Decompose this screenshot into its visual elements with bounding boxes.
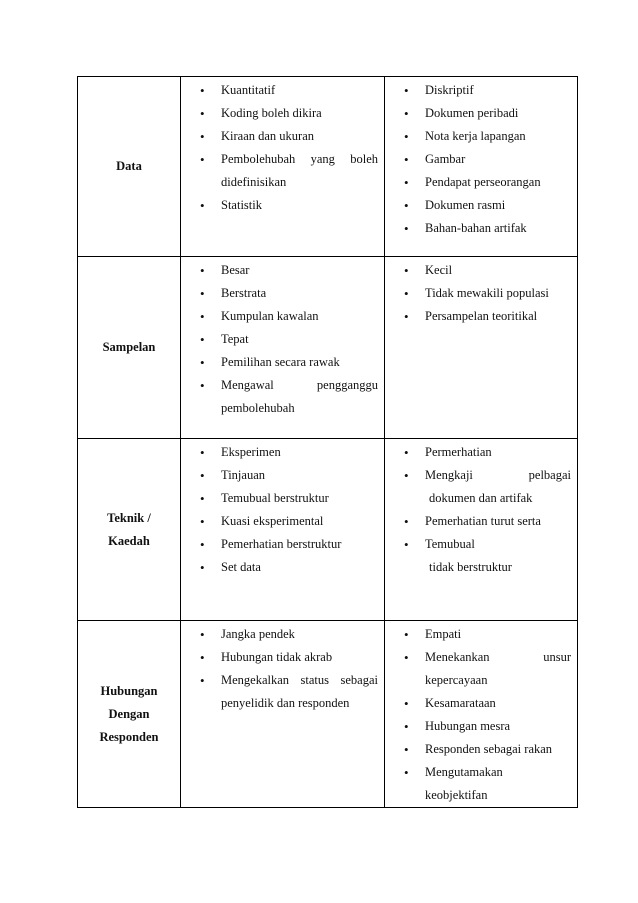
- bullet-dot-icon: •: [404, 106, 409, 121]
- list-item: [385, 282, 577, 305]
- comparison-table: [77, 76, 578, 808]
- list-item-text: Persampelan teoritikal: [425, 309, 538, 323]
- list-item-continuation: [385, 784, 577, 807]
- list-item-text: Kiraan dan ukuran: [221, 129, 315, 143]
- bullet-dot-icon: •: [200, 627, 205, 642]
- row-label: Hubungan: [100, 683, 158, 698]
- table-row: [78, 77, 578, 257]
- right-bullet-list: [385, 439, 577, 579]
- table-row: [78, 257, 578, 439]
- list-item: [385, 761, 577, 784]
- bullet-dot-icon: •: [200, 129, 205, 144]
- list-item-text: Eksperimen: [221, 445, 281, 459]
- bullet-dot-icon: •: [404, 175, 409, 190]
- bullet-dot-icon: •: [404, 445, 409, 460]
- list-item-text: Dokumen rasmi: [425, 198, 506, 212]
- list-item-text: Mengawal pengganggu: [221, 378, 378, 392]
- left-bullet-list: [181, 621, 384, 715]
- list-item-text: Kuasi eksperimental: [221, 514, 324, 528]
- left-bullet-list: [181, 439, 384, 579]
- list-item-text: Besar: [221, 263, 250, 277]
- list-item: [181, 464, 384, 487]
- bullet-dot-icon: •: [404, 650, 409, 665]
- list-item: [385, 79, 577, 102]
- right-list-cell: [385, 621, 578, 808]
- right-list-cell: [385, 77, 578, 257]
- list-item-text: Nota kerja lapangan: [425, 129, 526, 143]
- list-item: [181, 305, 384, 328]
- list-item-text: Tidak mewakili populasi: [425, 286, 549, 300]
- list-item-text: Mengutamakan: [425, 765, 503, 779]
- list-item: [385, 533, 577, 556]
- bullet-dot-icon: •: [200, 332, 205, 347]
- row-label: Data: [116, 159, 142, 173]
- bullet-dot-icon: •: [404, 514, 409, 529]
- list-item-text: Empati: [425, 627, 462, 641]
- list-item: [385, 646, 577, 669]
- list-item: [385, 148, 577, 171]
- bullet-dot-icon: •: [404, 129, 409, 144]
- list-item-text: Hubungan tidak akrab: [221, 650, 333, 664]
- list-item: [385, 102, 577, 125]
- row-label: Responden: [99, 729, 159, 744]
- list-item-text: Gambar: [425, 152, 466, 166]
- list-item: [385, 125, 577, 148]
- list-item-text: Pemilihan secara rawak: [221, 355, 340, 369]
- list-item-text: pembolehubah: [221, 401, 295, 415]
- list-item: [385, 194, 577, 217]
- bullet-dot-icon: •: [200, 355, 205, 370]
- list-item-continuation: [385, 556, 577, 579]
- list-item: [385, 510, 577, 533]
- list-item-continuation: [181, 171, 384, 194]
- table-row: [78, 439, 578, 621]
- list-item: [181, 374, 384, 397]
- bullet-dot-icon: •: [200, 286, 205, 301]
- list-item-text: Berstrata: [221, 286, 267, 300]
- list-item: [181, 351, 384, 374]
- list-item-text: Dokumen peribadi: [425, 106, 519, 120]
- list-item-text: Mengekalkan status sebagai: [221, 673, 378, 687]
- list-item: [181, 487, 384, 510]
- list-item-text: Set data: [221, 560, 261, 574]
- bullet-dot-icon: •: [200, 468, 205, 483]
- list-item: [181, 646, 384, 669]
- row-label: Dengan: [108, 706, 150, 721]
- row-label: Kaedah: [108, 533, 150, 548]
- left-list-cell: [181, 77, 385, 257]
- bullet-dot-icon: •: [404, 309, 409, 324]
- list-item: [385, 217, 577, 240]
- list-item-text: Tepat: [221, 332, 249, 346]
- list-item: [181, 441, 384, 464]
- row-label-cell: [78, 77, 181, 257]
- list-item: [181, 102, 384, 125]
- list-item-text: Koding boleh dikira: [221, 106, 322, 120]
- list-item: [181, 510, 384, 533]
- bullet-dot-icon: •: [200, 263, 205, 278]
- bullet-dot-icon: •: [404, 719, 409, 734]
- list-item-text: Kuantitatif: [221, 83, 276, 97]
- list-item-text: kepercayaan: [425, 673, 488, 687]
- right-list-cell: [385, 439, 578, 621]
- list-item: [385, 623, 577, 646]
- bullet-dot-icon: •: [200, 83, 205, 98]
- bullet-dot-icon: •: [404, 468, 409, 483]
- list-item-text: Mengkaji pelbagai: [425, 468, 571, 482]
- list-item: [181, 328, 384, 351]
- bullet-dot-icon: •: [404, 286, 409, 301]
- bullet-dot-icon: •: [404, 263, 409, 278]
- list-item: [385, 171, 577, 194]
- right-bullet-list: [385, 77, 577, 240]
- list-item-text: Temubual berstruktur: [221, 491, 329, 505]
- row-label-cell: [78, 439, 181, 621]
- list-item: [385, 464, 577, 487]
- bullet-dot-icon: •: [200, 378, 205, 393]
- list-item: [181, 259, 384, 282]
- bullet-dot-icon: •: [404, 765, 409, 780]
- list-item-text: Jangka pendek: [221, 627, 295, 641]
- row-label: Sampelan: [102, 340, 156, 354]
- row-label: Teknik /: [107, 510, 151, 525]
- list-item-text: tidak berstruktur: [429, 560, 512, 574]
- bullet-dot-icon: •: [404, 198, 409, 213]
- list-item-text: Tinjauan: [221, 468, 265, 482]
- list-item-text: Statistik: [221, 198, 262, 212]
- bullet-dot-icon: •: [200, 152, 205, 167]
- list-item-text: Menekankan unsur: [425, 650, 571, 664]
- list-item: [385, 305, 577, 328]
- list-item-text: Bahan-bahan artifak: [425, 221, 527, 235]
- left-bullet-list: [181, 77, 384, 217]
- list-item: [181, 148, 384, 171]
- bullet-dot-icon: •: [404, 537, 409, 552]
- list-item-text: Diskriptif: [425, 83, 474, 97]
- list-item-text: Pendapat perseorangan: [425, 175, 541, 189]
- row-label-cell: [78, 621, 181, 808]
- row-label-cell: [78, 257, 181, 439]
- list-item-text: keobjektifan: [425, 788, 488, 802]
- list-item-continuation: [181, 397, 384, 420]
- list-item-text: Responden sebagai rakan: [425, 742, 553, 756]
- left-list-cell: [181, 257, 385, 439]
- list-item-text: Kecil: [425, 263, 453, 277]
- list-item: [385, 692, 577, 715]
- list-item-text: Kesamarataan: [425, 696, 496, 710]
- list-item: [385, 259, 577, 282]
- list-item-text: didefinisikan: [221, 175, 287, 189]
- list-item-continuation: [181, 692, 384, 715]
- list-item: [181, 125, 384, 148]
- list-item-text: Permerhatian: [425, 445, 492, 459]
- list-item-text: Kumpulan kawalan: [221, 309, 319, 323]
- list-item: [181, 669, 384, 692]
- bullet-dot-icon: •: [200, 650, 205, 665]
- list-item-text: Pemerhatian turut serta: [425, 514, 541, 528]
- bullet-dot-icon: •: [200, 445, 205, 460]
- left-list-cell: [181, 439, 385, 621]
- list-item-continuation: [385, 669, 577, 692]
- list-item: [385, 738, 577, 761]
- bullet-dot-icon: •: [200, 560, 205, 575]
- right-bullet-list: [385, 621, 577, 807]
- bullet-dot-icon: •: [404, 221, 409, 236]
- list-item-text: Pemerhatian berstruktur: [221, 537, 342, 551]
- list-item-text: Temubual: [425, 537, 475, 551]
- list-item: [385, 441, 577, 464]
- list-item: [181, 533, 384, 556]
- bullet-dot-icon: •: [200, 514, 205, 529]
- bullet-dot-icon: •: [200, 309, 205, 324]
- bullet-dot-icon: •: [200, 106, 205, 121]
- list-item-text: Hubungan mesra: [425, 719, 511, 733]
- left-bullet-list: [181, 257, 384, 420]
- list-item-continuation: [385, 487, 577, 510]
- list-item: [181, 623, 384, 646]
- bullet-dot-icon: •: [404, 742, 409, 757]
- left-list-cell: [181, 621, 385, 808]
- bullet-dot-icon: •: [200, 673, 205, 688]
- list-item: [181, 282, 384, 305]
- list-item: [385, 715, 577, 738]
- list-item-text: penyelidik dan responden: [221, 696, 350, 710]
- bullet-dot-icon: •: [200, 537, 205, 552]
- bullet-dot-icon: •: [404, 152, 409, 167]
- list-item: [181, 194, 384, 217]
- bullet-dot-icon: •: [404, 627, 409, 642]
- list-item: [181, 556, 384, 579]
- list-item-text: Pembolehubah yang boleh: [221, 152, 378, 166]
- right-list-cell: [385, 257, 578, 439]
- bullet-dot-icon: •: [200, 491, 205, 506]
- bullet-dot-icon: •: [200, 198, 205, 213]
- list-item: [181, 79, 384, 102]
- list-item-text: dokumen dan artifak: [429, 491, 533, 505]
- bullet-dot-icon: •: [404, 696, 409, 711]
- right-bullet-list: [385, 257, 577, 328]
- table-row: [78, 621, 578, 808]
- bullet-dot-icon: •: [404, 83, 409, 98]
